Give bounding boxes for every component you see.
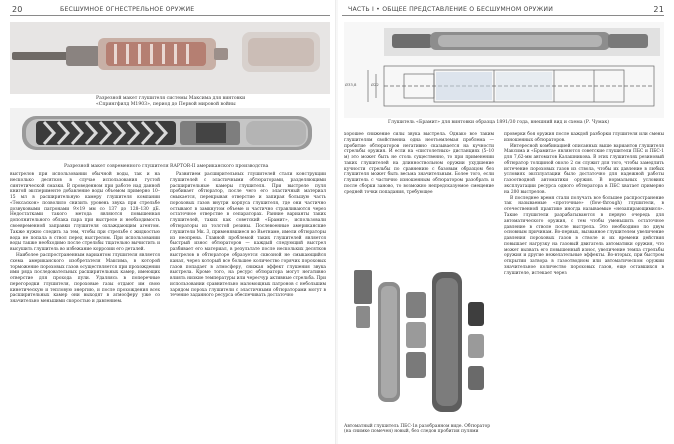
figure4-caption: Автоматный глушитель ПБС-1в разобранном виде. Обтюратор (на снимке помечен) новый, без следов пробития пулями [344, 424, 491, 435]
drawing-dimension: Ø22 [371, 82, 379, 87]
paragraph: В последнее время стали получать все большее распространение так называемые «проточные» (flow-through) глушители, в отечественной практике иногда называемые «незапирающимися». Такие глушители разрабатываются в первую очередь для автоматического оружия, с тем чтобы уменьшить остаточное давление в стволе после выстрела. Это необходимо по двум основным причинам. Во-первых, вызванное глушителем увеличение давления пороховых газов в стволе и их времени действия повышает нагрузку на газовый двигатель автоматики оружия, что может вызвать его повышенный износ, увеличение темпа стрельбы оружия и другие нежелательные эффекты. Во-вторых, при быстром открытии затвора в газоотводном или автоматическом оружии значительное количество пороховых газов, еще оставшихся в глушителе, истекает через [504, 195, 664, 276]
right-page-header [338, 0, 674, 17]
paragraph: выстрелов при использовании обычной воды, так и на несколько десятков в случае использования густой синтетической смазки. В проведенном при работе над данной книгой эксперименте добавление воды объемом примерно 10–15 мл в расширительную камеру глушителя компании «Тексаскон» позволило снизить уровень звука при стрельбе дозвуковыми патронами 9×19 мм со 137 до 128–130 дБ. Недостатками такого метода являются повышенная дополнительного облака пара при выстреле и необходимость своевременной заправки глушителя охлаждающим агентом. Также нужно следить за тем, чтобы при стрельбе с жидкостью вода не попала в ствол перед выстрелом. При использовании воды также необходимо после стрельбы тщательно вычистить и высушить глушитель во избежание коррозии его деталей. [10, 172, 160, 253]
raptor-silencer-photo [10, 108, 330, 160]
paragraph: проверки боя оружия после каждой разборки глушителя или смены изношенных обтюраторов. [504, 132, 664, 143]
figure3-caption: Глушитель «Брамит» для винтовки образца 1891/30 года, внешний вид и схема (Р. Чумак) [388, 120, 610, 125]
right-text-column-2 [504, 132, 664, 440]
left-text-column-1 [10, 172, 160, 440]
paragraph: Наиболее распространенным вариантом глушителя является схема американского изобретателя Максима, в которой торможение пороховых газов осуществляется при прохождении ими ряда последовательных расширительных камер, имеющих отверстие для прохода пули. Удаляясь в поперечные перегородки глушителя, пороховые газы отдают им свою кинетическую и тепловую энергию, и после прохождения всех расширительных камер они выходят в атмосферу уже со значительно меньшими скоростью и давлением. [10, 252, 160, 305]
figure1-caption: Разрезной макет глушителя системы Максима для винтовки «Спрингфилд М1903», период до Первой мировой войны [96, 96, 246, 107]
paragraph: Интересной комбинацией описанных выше вариантов глушителя Максима и «Брамита» являются советские глушители ПБС и ПБС-1 для 7,62-мм автоматов Калашникова. В этих глушителях резиновый обтюратор толщиной около 2 см служит для того, чтобы замедлить истечение пороховых газов из ствола, чтобы их давление в любых условиях эксплуатации было достаточно для надежной работы газоотводной автоматики оружия. В нормальных условиях эксплуатации ресурса одного обтюратора в ПБС хватает примерно на 200 выстрелов. [504, 143, 664, 195]
drawing-dimension: Ø33,8 [345, 82, 357, 87]
right-text-column-1 [344, 132, 494, 257]
right-page [338, 0, 674, 444]
pbs-silencer-photo [344, 262, 494, 422]
left-page-number: 20 [12, 5, 23, 14]
left-page [0, 0, 336, 444]
figure2-caption: Разрезной макет современного глушителя RAPTOR-II американского производства [64, 164, 269, 169]
paragraph: Развитием расширительных глушителей стали конструкции глушителей с эластичными обтюраторами, разделяющими расширительные камеры глушителя. При выстреле пуля пробивает обтюратор, после чего его эластичный материал смыкается, перекрывая отверстие и запирая большую часть пороховых газов внутри корпуса глушителя, где они частично остывают в замкнутом объеме и частично стравливаются через остаточное отверстие в сепараторах. Ранние варианты таких глушителей, таких как советский «Брамит», использовали обтюраторы из толстой резины. Послевоенные американские глушители Мк. 3, применявшиеся во Вьетнаме, имели обтюраторы из неопрена. Главной проблемой таких глушителей является быстрый износ обтюраторов — каждый следующий выстрел разбивает его материал, в результате после нескольких десятков выстрелов в обтюраторе образуется сквозной не смыкающийся канал, через который все большее количество горячих пороховых газов попадает в атмосферу, снижая эффект глушения звука выстрела. Кроме того, на ресурс обтюратора могут негативно влиять низкие температуры или чересчур активные стрельба. При использовании сравнительно маломощных патронов с небольшим зарядом пороха глушители с эластичными обтюраторами могут в течение заданного ресурса обеспечивать достаточно [170, 172, 326, 299]
paragraph: хорошее снижение силы звука выстрела. Однако все таким глушителям свойственна одна неотъемлемая проблема — пробитие обтюраторов негативно сказывается на кучности стрельбы оружия. И если на «пистолетных» дистанциях (5–10 м) это может быть не столь существенно, то при применении таких глушителей на длинноствольном оружии ухудшение кучности стрельбы по сравнению с базовым образцом без глушителя может быть весьма значительным. Более того, если глушитель с частично изношенным обтюратором разобрать и после сборки заново, то возможно непредсказуемое смещение средней точки попадания, требующее [344, 132, 494, 195]
header-rule [10, 15, 330, 16]
maxim-silencer-photo [10, 22, 330, 94]
left-page-header [0, 0, 336, 17]
right-page-number: 21 [653, 5, 664, 14]
bramit-silencer-figure [344, 22, 664, 118]
header-rule [342, 15, 664, 16]
right-running-title: ЧАСТЬ I • ОБЩЕЕ ПРЕДСТАВЛЕНИЕ О БЕСШУМНОМ ОРУЖИИ [348, 6, 554, 13]
left-text-column-2 [170, 172, 326, 440]
left-running-title: БЕСШУМНОЕ ОГНЕСТРЕЛЬНОЕ ОРУЖИЕ [60, 6, 195, 13]
